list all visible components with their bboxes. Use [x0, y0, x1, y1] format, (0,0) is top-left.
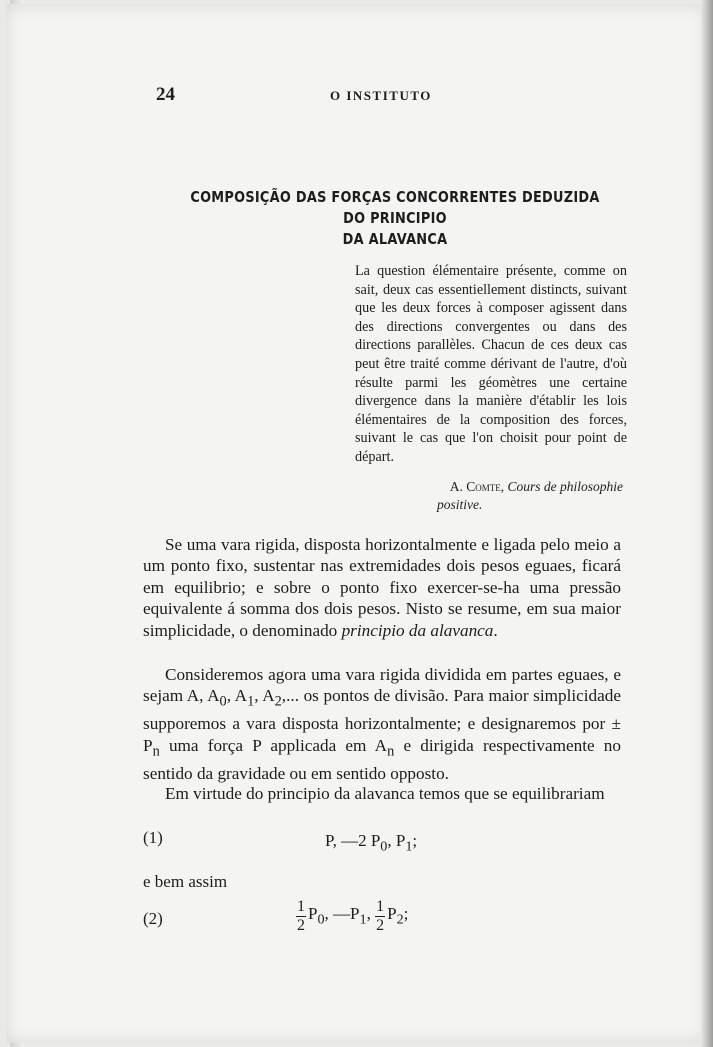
paragraph-text: Se uma vara rigida, disposta horizontalmente e ligada pelo meio a um ponto fixo, sustentar nas extremidades dois pesos eguaes, ficará em equilibrio; e sobre o ponto fixo exercer-se-ha uma pressão equivalente á somma dos dois pesos. Nisto se resume, em sua maior simplicidade, o denominado	[143, 535, 621, 640]
text-fragment: , A	[254, 686, 275, 706]
epigraph-work: Cours de philosophie	[507, 479, 623, 494]
eq-fragment: P, —2 P	[325, 831, 381, 850]
connector-text: e bem assim	[143, 872, 228, 891]
eq-fragment	[308, 904, 375, 928]
epigraph-work-cont: positive.	[437, 497, 483, 512]
equation-2	[296, 898, 408, 948]
subscript: 1	[247, 693, 255, 710]
eq-fragment	[387, 904, 409, 928]
eq-fragment: ;	[412, 831, 418, 850]
eq-term: ;	[403, 904, 409, 924]
fraction-half	[375, 898, 385, 935]
subscript: n	[387, 743, 395, 760]
subscript: 0	[317, 911, 325, 928]
equation-label-1: (1)	[143, 828, 163, 847]
epigraph-quote: La question élémentaire présente, comme on sait, deux cas essentiellement distincts, suivant que les deux forces à composer agissent dans des directions convergentes ou dans des directions parallèles. Chacun de ces deux cas peut être traité comme dérivant de l'autre, d'où résulte parmi les géomètres une certaine divergence dans la manière d'établir les lois élémentaires de la composition des forces, suivant le cas que l'on choisit pour point de départ.	[355, 263, 627, 465]
equation-label-2: (2)	[143, 909, 163, 928]
epigraph-author: A. Comte,	[449, 479, 505, 494]
eq-term: , —P	[324, 904, 360, 924]
paragraph-equilibrium: Em virtude do principio da alavanca temos que se equilibrariam	[165, 784, 605, 803]
fraction-denominator: 2	[297, 917, 305, 934]
fraction-denominator: 2	[376, 917, 385, 934]
equation-1	[325, 831, 417, 855]
text-fragment: ,... os pontos de divisão. Para maior simplicidade supporemos a vara disposta horizontalmente; e designaremos por ± P	[143, 686, 621, 755]
paragraph-lever-principle	[143, 534, 621, 641]
book-page	[6, 4, 707, 1043]
fraction-numerator: 1	[297, 898, 305, 915]
text-fragment: uma força P applicada em A	[159, 735, 388, 755]
page-right-edge	[701, 0, 713, 1047]
chapter-title	[184, 187, 605, 250]
text-fragment: e dirigida respectivamente no sentido da gravidade ou em sentido opposto.	[143, 735, 621, 783]
subscript: 2	[274, 693, 282, 710]
subscript: 0	[380, 838, 388, 855]
principle-term: principio da alavanca	[341, 620, 494, 640]
page-header	[0, 84, 713, 108]
paragraph-consider-bar	[143, 664, 621, 784]
subscript: 0	[219, 693, 227, 710]
page-number: 24	[156, 84, 175, 105]
subscript: n	[152, 743, 160, 760]
subscript: 1	[405, 838, 413, 855]
eq-fragment: , P	[387, 831, 406, 850]
fraction-numerator: 1	[376, 898, 385, 915]
fraction-half	[296, 898, 306, 935]
text-fragment: Consideremos agora uma vara rigida dividida em partes eguaes, e sejam A, A	[143, 665, 621, 706]
subscript: 2	[396, 911, 404, 928]
eq-term: ,	[366, 904, 371, 924]
epigraph-attribution	[355, 478, 623, 514]
eq-term: P	[308, 904, 318, 924]
chapter-title-line1: COMPOSIÇÃO DAS FORÇAS CONCORRENTES DEDUZIDA DO PRINCIPIO	[190, 188, 600, 227]
chapter-title-line2: DA ALAVANCA	[342, 230, 448, 248]
running-title: O INSTITUTO	[330, 88, 432, 103]
text-fragment: , A	[226, 686, 248, 706]
eq-term: P	[387, 904, 397, 924]
paragraph-end: .	[493, 620, 498, 640]
subscript: 1	[359, 911, 367, 928]
